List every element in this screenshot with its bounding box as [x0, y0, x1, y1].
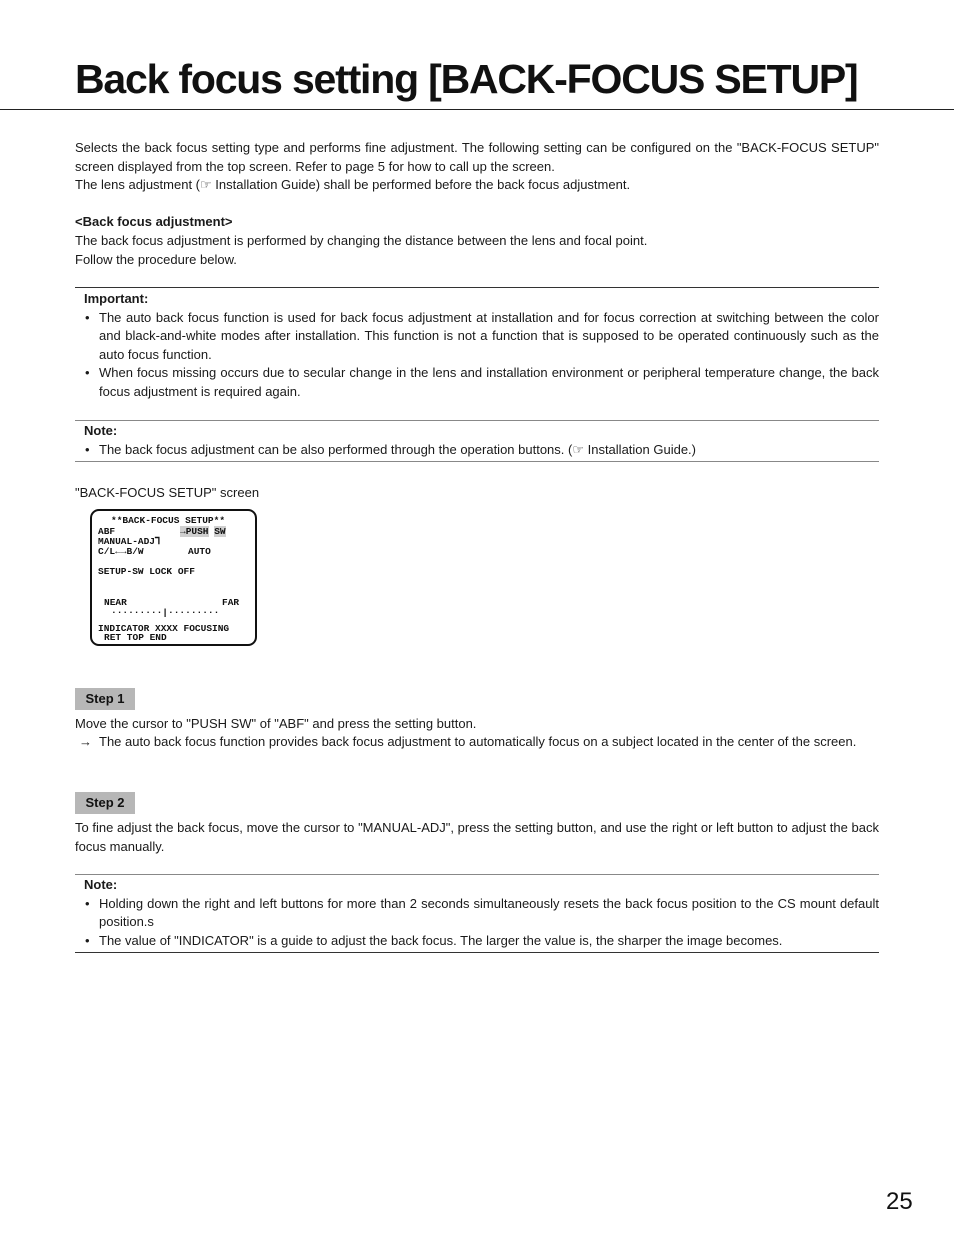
- note-heading: Note:: [84, 877, 118, 892]
- note-box-2: [75, 876, 879, 950]
- step-1-result-text: The auto back focus function provides back focus adjustment to automatically focus on a subject located in the center of the screen.: [99, 734, 857, 749]
- bullet-icon: •: [85, 365, 90, 381]
- important-item: [75, 364, 879, 401]
- important-top-rule: [75, 287, 879, 288]
- step-1-result: [75, 733, 879, 752]
- note-item: [75, 895, 879, 932]
- screen-caption: "BACK-FOCUS SETUP" screen: [75, 485, 260, 500]
- osd-indicator: INDICATOR XXXX FOCUSING: [98, 623, 230, 634]
- bullet-icon: •: [85, 441, 90, 457]
- bullet-icon: •: [85, 309, 90, 325]
- osd-manual-adj-label: MANUAL-ADJ: [98, 536, 156, 547]
- osd-setup-sw: SETUP-SW LOCK OFF: [98, 566, 195, 577]
- osd-abf-value: [180, 527, 226, 537]
- step-2-instruction: To fine adjust the back focus, move the cursor to "MANUAL-ADJ", press the setting button, and use the right or left button to adjust the back focus manually.: [75, 820, 879, 854]
- note-heading: Note:: [84, 423, 118, 438]
- section-heading: <Back focus adjustment>: [75, 214, 233, 229]
- intro-lens-note: The lens adjustment (☞ Installation Guide) shall be performed before the back focus adjustment.: [75, 177, 631, 192]
- page-number: 25: [886, 1188, 913, 1215]
- intro-paragraph: Selects the back focus setting type and performs fine adjustment. The following setting can be configured on the "BACK-FOCUS SETUP" screen displayed from the top screen. Refer to page 5 for how to call up the screen.: [75, 140, 879, 174]
- note-bottom-rule: [75, 461, 879, 462]
- arrow-right-icon: →: [79, 734, 92, 749]
- note-box-1: [75, 422, 879, 459]
- note-item: [75, 441, 879, 460]
- osd-cl-value: AUTO: [188, 546, 211, 557]
- note-item-text: The back focus adjustment can be also performed through the operation buttons. (☞ Installation Guide.): [99, 441, 696, 457]
- submenu-mark-icon: ⅂: [155, 536, 161, 547]
- osd-focus-scale: ·········|·········: [111, 607, 220, 618]
- bullet-icon: •: [85, 932, 90, 948]
- section-description: The back focus adjustment is performed by changing the distance between the lens and focal point.: [75, 233, 648, 248]
- osd-cl-label: C/L←→B/W: [98, 546, 144, 557]
- important-item-text: The auto back focus function is used for back focus adjustment at installation and for focus correction at switching between the color and black-and-white modes after installation. This function is not a function that is supposed to be operated continuously such as the auto focus function.: [99, 309, 879, 362]
- note-2-top-rule: [75, 874, 879, 875]
- important-item-text: When focus missing occurs due to secular change in the lens and installation environment or peripheral temperature change, the back focus adjustment is required again.: [99, 365, 879, 399]
- important-heading: Important:: [84, 291, 149, 306]
- important-box: [75, 290, 879, 402]
- osd-sw-text: SW: [214, 526, 226, 537]
- osd-abf-label: ABF: [98, 526, 116, 537]
- bullet-icon: •: [85, 895, 90, 911]
- osd-navigation: RET TOP END: [104, 632, 167, 643]
- step-1-label: Step 1: [75, 688, 135, 710]
- section-instruction: Follow the procedure below.: [75, 252, 237, 267]
- note-item: [75, 932, 879, 951]
- back-focus-setup-screen: [90, 509, 257, 646]
- osd-far-label: FAR: [222, 597, 240, 608]
- note-item-text: Holding down the right and left buttons for more than 2 seconds simultaneously resets the back focus position to the CS mount default position.s: [99, 895, 879, 930]
- note-2-bottom-rule: [75, 952, 879, 953]
- step-1-instruction: Move the cursor to "PUSH SW" of "ABF" and press the setting button.: [75, 716, 477, 731]
- osd-push-text: PUSH: [185, 526, 209, 537]
- title-divider: [0, 109, 954, 110]
- osd-title: **BACK-FOCUS SETUP**: [111, 515, 226, 526]
- arrow-right-icon: →: [180, 526, 186, 537]
- osd-near-label: NEAR: [104, 597, 127, 608]
- important-item: [75, 309, 879, 365]
- page-title: Back focus setting [BACK-FOCUS SETUP]: [75, 56, 858, 102]
- note-item-text: The value of "INDICATOR" is a guide to adjust the back focus. The larger the value is, the sharper the image becomes.: [99, 932, 783, 948]
- step-2-label: Step 2: [75, 792, 135, 814]
- important-bottom-rule: [75, 420, 879, 421]
